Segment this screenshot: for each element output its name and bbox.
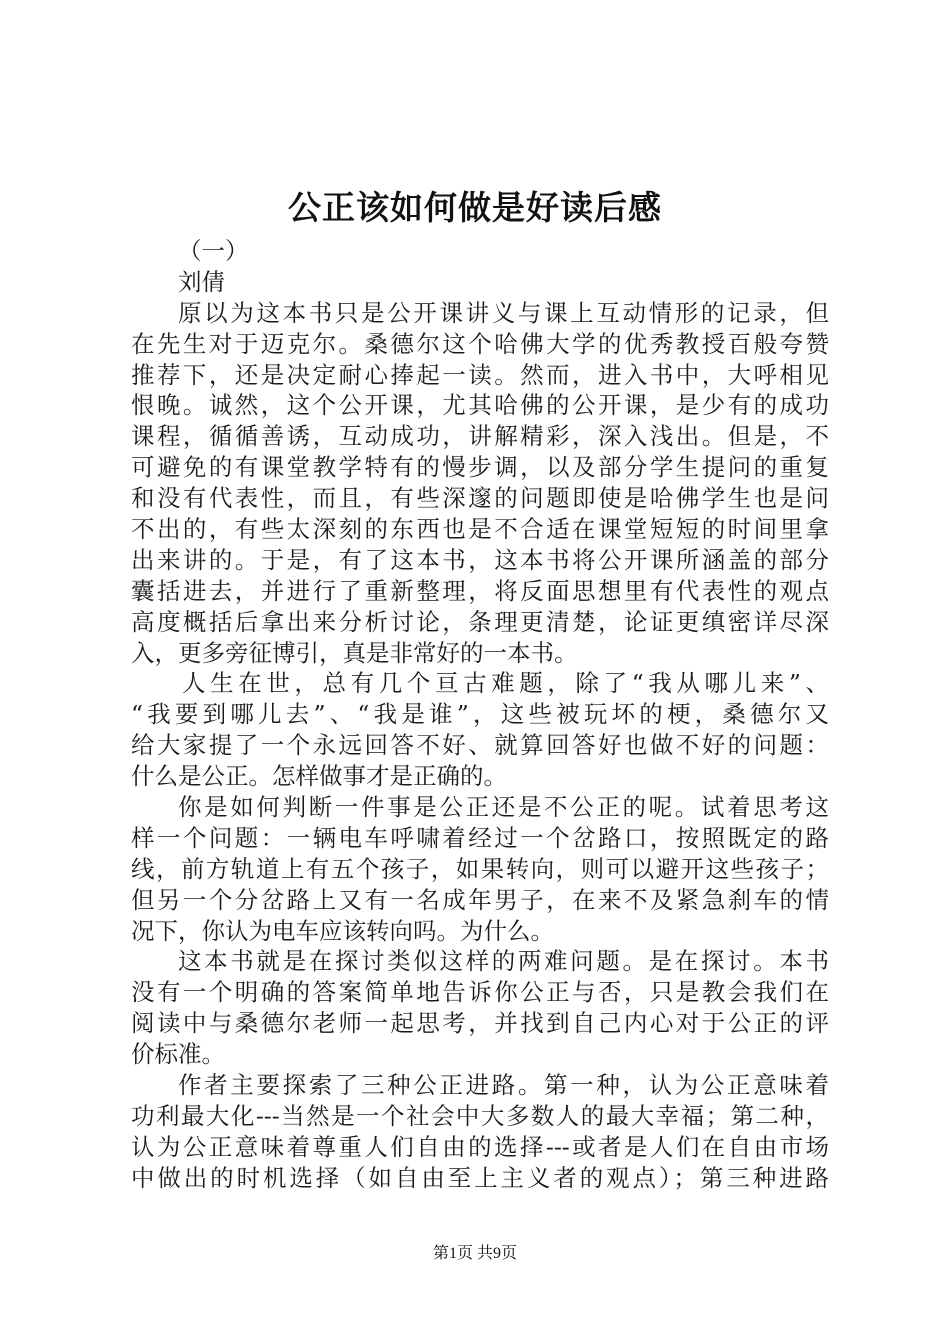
text-line: 不出的，有些太深刻的东西也是不合适在课堂短短的时间里拿	[131, 515, 829, 544]
text-line: 你是如何判断一件事是公正还是不公正的呢。试着思考这	[178, 793, 829, 822]
author-name: 刘倩	[178, 267, 225, 296]
document-title: 公正该如何做是好读后感	[288, 188, 662, 227]
text-line: 入，更多旁征博引，真是非常好的一本书。	[131, 638, 578, 667]
text-line: 但另一个分岔路上又有一名成年男子，在来不及紧急刹车的情	[131, 885, 829, 914]
text-line: 囊括进去，并进行了重新整理，将反面思想里有代表性的观点	[131, 576, 829, 605]
text-line: 中做出的时机选择（如自由至上主义者的观点）；第三种进路	[131, 1163, 829, 1192]
text-line: 线，前方轨道上有五个孩子，如果转向，则可以避开这些孩子；	[131, 854, 829, 883]
text-line: 没有一个明确的答案简单地告诉你公正与否，只是教会我们在	[131, 978, 829, 1007]
text-line: 况下，你认为电车应该转向吗。为什么。	[131, 916, 554, 945]
text-line: 推荐下，还是决定耐心捧起一读。然而，进入书中，大呼相见	[131, 360, 829, 389]
text-line: 可避免的有课堂教学特有的慢步调，以及部分学生提问的重复	[131, 453, 829, 482]
text-line: 给大家提了一个永远回答不好、就算回答好也做不好的问题：	[131, 731, 829, 760]
text-line: 阅读中与桑德尔老师一起思考，并找到自己内心对于公正的评	[131, 1009, 829, 1038]
text-line: 恨晚。诚然，这个公开课，尤其哈佛的公开课，是少有的成功	[131, 391, 829, 420]
text-line: 认为公正意味着尊重人们自由的选择---或者是人们在自由市场	[131, 1132, 829, 1161]
text-line: “我要到哪儿去”、“我是谁”，这些被玩坏的梗，桑德尔又	[131, 700, 829, 729]
text-line: 高度概括后拿出来分析讨论，条理更清楚，论证更缜密详尽深	[131, 607, 829, 636]
text-line: 人生在世，总有几个亘古难题，除了“我从哪儿来”、	[182, 669, 829, 698]
text-line: 什么是公正。怎样做事才是正确的。	[131, 762, 507, 791]
text-line: 课程，循循善诱，互动成功，讲解精彩，深入浅出。但是，不	[131, 422, 829, 451]
text-line: 这本书就是在探讨类似这样的两难问题。是在探讨。本书	[178, 947, 829, 976]
document-body	[131, 236, 829, 1194]
text-line: 样一个问题：一辆电车呼啸着经过一个岔路口，按照既定的路	[131, 823, 829, 852]
section-heading: （一）	[178, 237, 249, 265]
text-line: 原以为这本书只是公开课讲义与课上互动情形的记录，但	[178, 298, 829, 327]
text-line: 和没有代表性，而且，有些深邃的问题即使是哈佛学生也是问	[131, 484, 829, 513]
text-line: 出来讲的。于是，有了这本书，这本书将公开课所涵盖的部分	[131, 545, 829, 574]
text-line: 在先生对于迈克尔。桑德尔这个哈佛大学的优秀教授百般夸赞	[131, 329, 829, 358]
text-line: 功利最大化---当然是一个社会中大多数人的最大幸福；第二种，	[131, 1101, 829, 1130]
text-line: 作者主要探索了三种公正进路。第一种，认为公正意味着	[178, 1071, 829, 1100]
page-footer: 第1页 共9页	[432, 1245, 517, 1262]
text-line: 价标准。	[131, 1040, 225, 1069]
